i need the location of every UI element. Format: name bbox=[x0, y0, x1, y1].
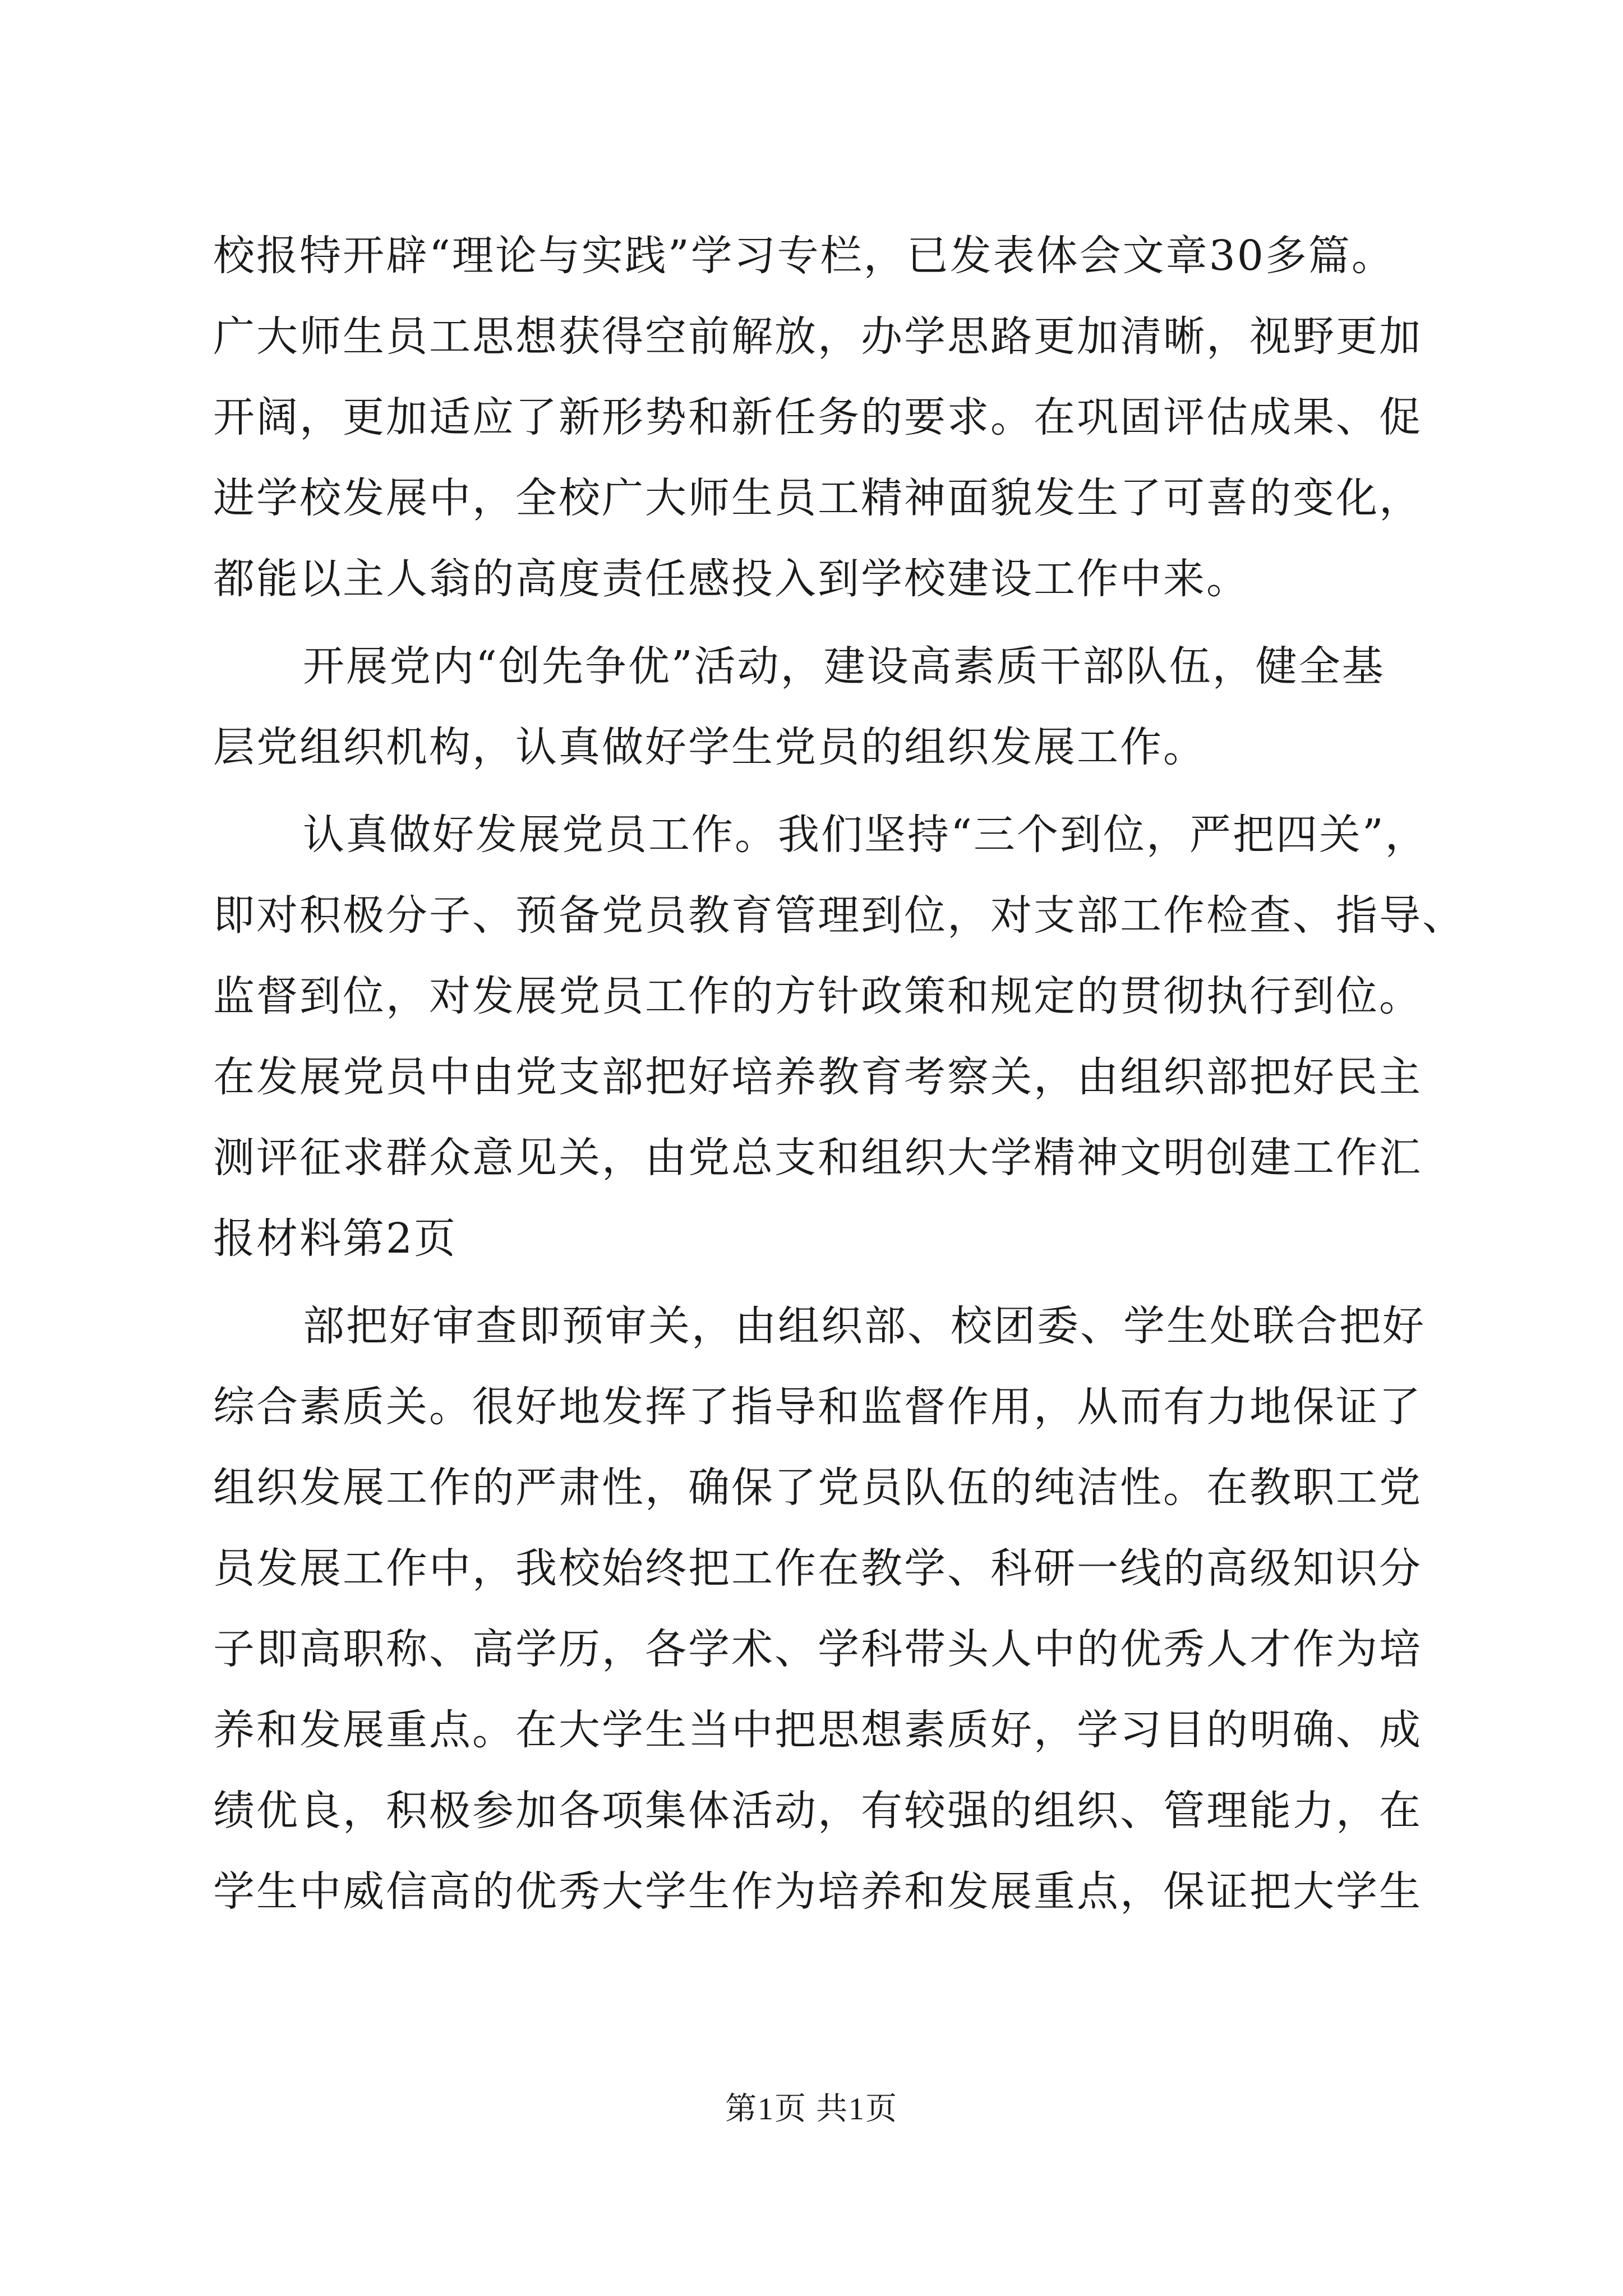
text-line-5: 都能以主人翁的高度责任感投入到学校建设工作中来。 bbox=[213, 555, 1249, 603]
text-line-10: 监督到位，对发展党员工作的方针政策和规定的贯彻执行到位。 bbox=[213, 972, 1422, 1020]
text-line-3: 开阔，更加适应了新形势和新任务的要求。在巩固评估成果、促 bbox=[213, 393, 1422, 441]
text-line-13: 报材料第2页 bbox=[213, 1214, 458, 1263]
body-text bbox=[213, 215, 1465, 1932]
text-line-16: 组织发展工作的严肃性，确保了党员队伍的纯洁性。在教职工党 bbox=[213, 1464, 1422, 1512]
text-line-12: 测评征求群众意见关，由党总支和组织大学精神文明创建工作汇 bbox=[213, 1134, 1422, 1182]
text-line-2: 广大师生员工思想获得空前解放，办学思路更加清晰，视野更加 bbox=[213, 312, 1422, 361]
text-line-21: 学生中威信高的优秀大学生作为培养和发展重点，保证把大学生 bbox=[213, 1867, 1422, 1916]
text-line-9: 即对积极分子、预备党员教育管理到位，对支部工作检查、指导、 bbox=[213, 891, 1465, 940]
text-line-7: 层党组织机构，认真做好学生党员的组织发展工作。 bbox=[213, 723, 1206, 771]
text-line-4: 进学校发展中，全校广大师生员工精神面貌发生了可喜的变化， bbox=[213, 474, 1422, 522]
paragraph-start-line: 部把好审查即预审关，由组织部、校团委、学生处联合把好 bbox=[303, 1302, 1426, 1350]
page-footer: 第1页 共1页 bbox=[725, 2092, 898, 2127]
paragraph-start-line: 认真做好发展党员工作。我们坚持“三个到位，严把四关”， bbox=[303, 811, 1428, 859]
text-line-1: 校报特开辟“理论与实践”学习专栏，已发表体会文章30多篇。 bbox=[213, 232, 1395, 280]
text-line-15: 综合素质关。很好地发挥了指导和监督作用，从而有力地保证了 bbox=[213, 1383, 1422, 1431]
text-line-20: 绩优良，积极参加各项集体活动，有较强的组织、管理能力，在 bbox=[213, 1787, 1422, 1835]
text-line-11: 在发展党员中由党支部把好培养教育考察关，由组织部把好民主 bbox=[213, 1053, 1422, 1101]
text-line-17: 员发展工作中，我校始终把工作在教学、科研一线的高级知识分 bbox=[213, 1544, 1422, 1593]
paragraph-start-line: 开展党内“创先争优”活动，建设高素质干部队伍，健全基 bbox=[303, 642, 1385, 691]
text-line-19: 养和发展重点。在大学生当中把思想素质好，学习目的明确、成 bbox=[213, 1706, 1422, 1754]
text-line-18: 子即高职称、高学历，各学术、学科带头人中的优秀人才作为培 bbox=[213, 1625, 1422, 1673]
